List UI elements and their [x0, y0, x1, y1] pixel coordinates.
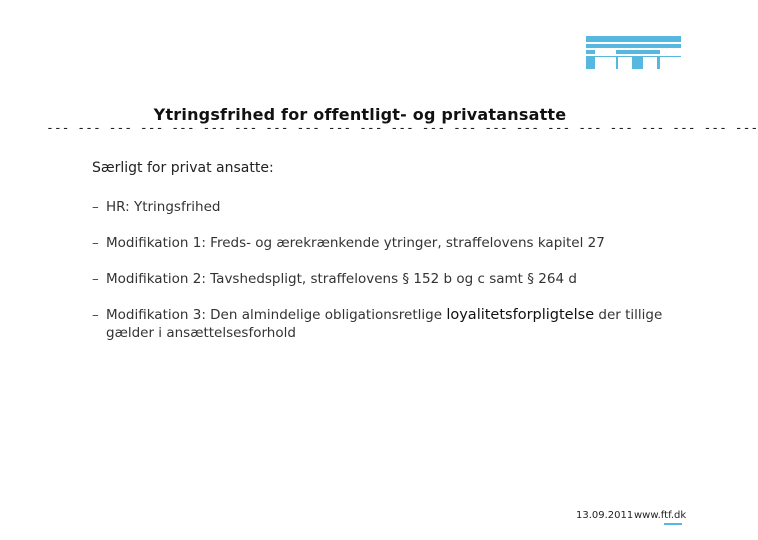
list-item — [92, 306, 692, 342]
emphasis-text: loyalitetsforpligtelse — [446, 307, 595, 323]
list-item-text: Modifikation 3: Den almindelige obligationsretlige — [106, 307, 447, 323]
ftf-logo — [586, 36, 681, 69]
title-divider: --- --- --- --- --- --- --- --- --- --- --- --- --- --- --- --- --- --- --- --- --- --- --- — [46, 121, 758, 136]
list-item-text: Modifikation 1: Freds- og ærekrænkende ytringer, straffelovens kapitel 27 — [106, 235, 605, 251]
dash-marker: – — [92, 307, 99, 323]
dash-marker: – — [92, 199, 99, 215]
list-item — [92, 270, 692, 288]
slide-content — [92, 160, 692, 360]
list-item-text: HR: Ytringsfrihed — [106, 199, 221, 215]
footer-date: 13.09.2011 — [576, 510, 634, 521]
lead-text: Særligt for privat ansatte: — [92, 160, 274, 176]
list-item — [92, 198, 692, 216]
footer-url-accent — [664, 523, 682, 525]
list-item-text: Modifikation 2: Tavshedspligt, straffelovens § 152 b og c samt § 264 d — [106, 271, 577, 287]
list-item — [92, 234, 692, 252]
list-item-text-continued: der tillige gælder i ansættelsesforhold — [106, 307, 663, 341]
footer-url-link[interactable]: www.ftf.dk — [634, 510, 687, 521]
dash-marker: – — [92, 271, 99, 287]
dash-marker: – — [92, 235, 99, 251]
slide-title: Ytringsfrihed for offentligt- og privatansatte — [153, 105, 567, 124]
